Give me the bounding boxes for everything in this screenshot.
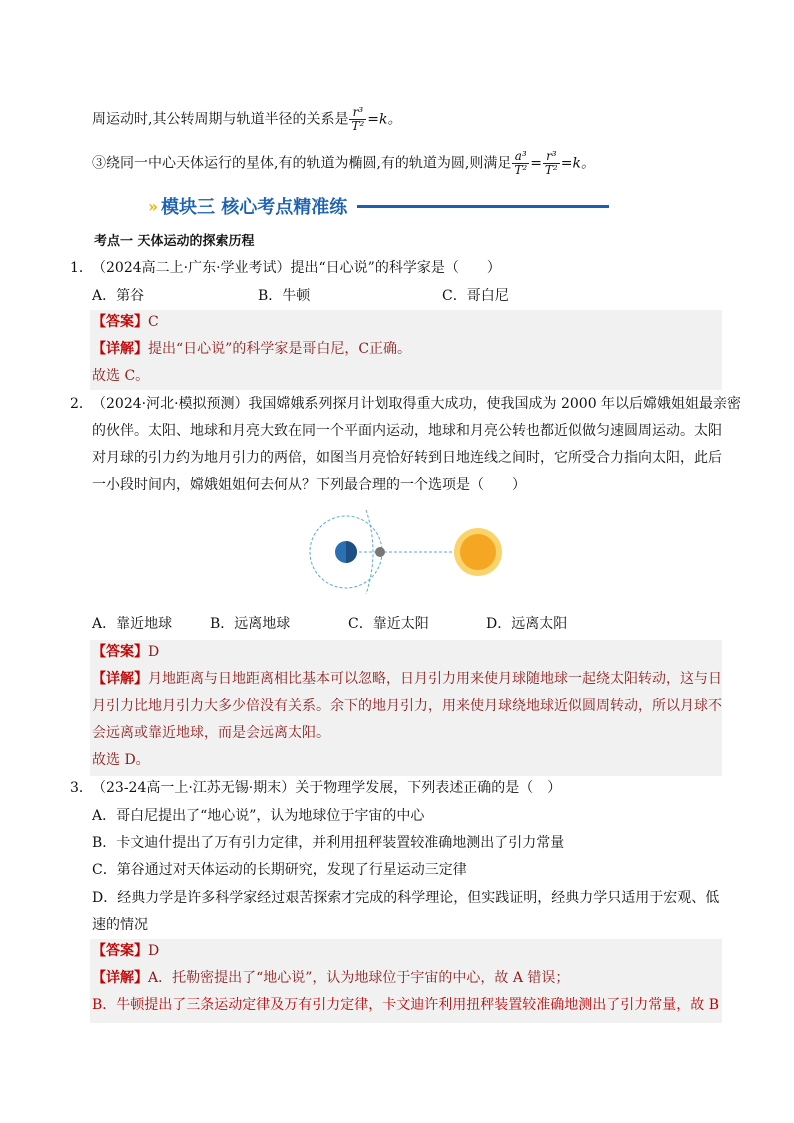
question-stem: （23-24高一上·江苏无锡·期末）关于物理学发展，下列表述正确的是（ ） (92, 780, 562, 796)
detail-line: 【详解】月地距离与日地距离相比基本可以忽略，日月引力用来使月球随地球一起绕太阳转动，这与日 (92, 671, 722, 687)
question-stem: （2024高二上·广东·学业考试）提出“日心说”的科学家是（ ） (92, 260, 501, 276)
option-a: A．靠近地球 (92, 616, 173, 632)
detail-line: 故选 D。 (92, 752, 150, 768)
question-stem-line: 的伙伴。太阳、地球和月亮大致在同一个平面内运动，地球和月亮公转也都近似做匀速圆周运动。太阳 (92, 423, 722, 439)
answer-box (90, 939, 722, 1023)
detail-line: 【详解】A．托勒密提出了“地心说”，认为地球位于宇宙的中心，故 A 错误； (92, 970, 570, 986)
answer-line: 【答案】D (92, 943, 160, 959)
option-a: A．第谷 (92, 288, 145, 304)
option-d: D．远离太阳 (486, 616, 568, 632)
module-heading (148, 193, 609, 219)
section-title: 考点一 天体运动的探索历程 (94, 234, 255, 249)
detail-line: B．牛顿提出了三条运动定律及万有引力定律，卡文迪许利用扭秤装置较准确地测出了引力常量，故 B (92, 997, 720, 1013)
intro-line-2: ③绕同一中心天体运行的星体,有的轨道为椭圆,有的轨道为圆,则满足 $\frac{\text{a³}}{\text{T²}}$ = $\frac{\text{r³}}{\text{T²}}$ =k。 (92, 149, 595, 177)
question-number: 3． (70, 780, 93, 796)
question-number: 2． (70, 396, 93, 412)
intro-line-1: 周运动时,其公转周期与轨道半径的关系是 $\frac{\text{r³}}{\text{T²}}$ =k。 (92, 105, 402, 133)
option-a: A．哥白尼提出了“地心说”，认为地球位于宇宙的中心 (92, 808, 425, 824)
detail-line: 会远离或靠近地球，而是会远离太阳。 (92, 725, 330, 741)
detail-line: 故选 C。 (92, 368, 150, 384)
option-d-cont: 速的情况 (92, 917, 148, 933)
intro-text-2: ③绕同一中心天体运行的星体,有的轨道为椭圆,有的轨道为圆,则满足 (92, 155, 512, 172)
question-stem-line: （2024·河北·模拟预测）我国嫦娥系列探月计划取得重大成功，使我国成为 2000 年以后嫦娥姐姐最亲密 (92, 396, 742, 412)
detail-line: 【详解】提出“日心说”的科学家是哥白尼，C正确。 (92, 341, 412, 357)
question-stem-line: 一小段时间内，嫦娥姐姐何去何从？下列最合理的一个选项是（ ） (92, 477, 526, 493)
option-c: C．第谷通过对天体运动的长期研究，发现了行星运动三定律 (92, 862, 467, 878)
answer-box (90, 310, 722, 390)
option-b: B．远离地球 (210, 616, 291, 632)
option-d: D．经典力学是许多科学家经过艰苦探索才完成的科学理论，但实践证明，经典力学只适用于宏观、低 (92, 890, 720, 906)
question-stem-line: 对月球的引力约为地月引力的两倍，如图当月亮恰好转到日地连线之间时，它所受合力指向太阳，此后 (92, 450, 722, 466)
detail-line: 月引力比地月引力大多少倍没有关系。余下的地月引力，用来使月球绕地球近似圆周转动，所以月球不 (92, 698, 722, 714)
option-c: C．靠近太阳 (348, 616, 429, 632)
double-chevron-icon: » (148, 196, 155, 216)
option-b: B．牛顿 (258, 288, 311, 304)
sun-earth-moon-figure (308, 510, 504, 594)
option-c: C．哥白尼 (442, 288, 509, 304)
heading-rule (357, 205, 609, 208)
moon-icon (375, 547, 385, 557)
kepler-formula: $\frac{\text{r³}}{\text{T²}}$ (351, 105, 365, 133)
module-title: 模块三 核心考点精准练 (161, 197, 348, 218)
ellipse-formula: $\frac{\text{a³}}{\text{T²}}$ (514, 149, 528, 177)
earth-shadow (346, 541, 357, 563)
answer-line: 【答案】C (92, 314, 159, 330)
circle-formula: $\frac{\text{r³}}{\text{T²}}$ (544, 149, 558, 177)
intro-text-1: 周运动时,其公转周期与轨道半径的关系是 (92, 111, 349, 128)
question-number: 1． (70, 260, 93, 276)
option-b: B．卡文迪什提出了万有引力定律，并利用扭秤装置较准确地测出了引力常量 (92, 835, 565, 851)
answer-line: 【答案】D (92, 644, 160, 660)
sun-core (460, 534, 496, 570)
sun-icon (454, 528, 502, 576)
answer-box (90, 640, 722, 776)
